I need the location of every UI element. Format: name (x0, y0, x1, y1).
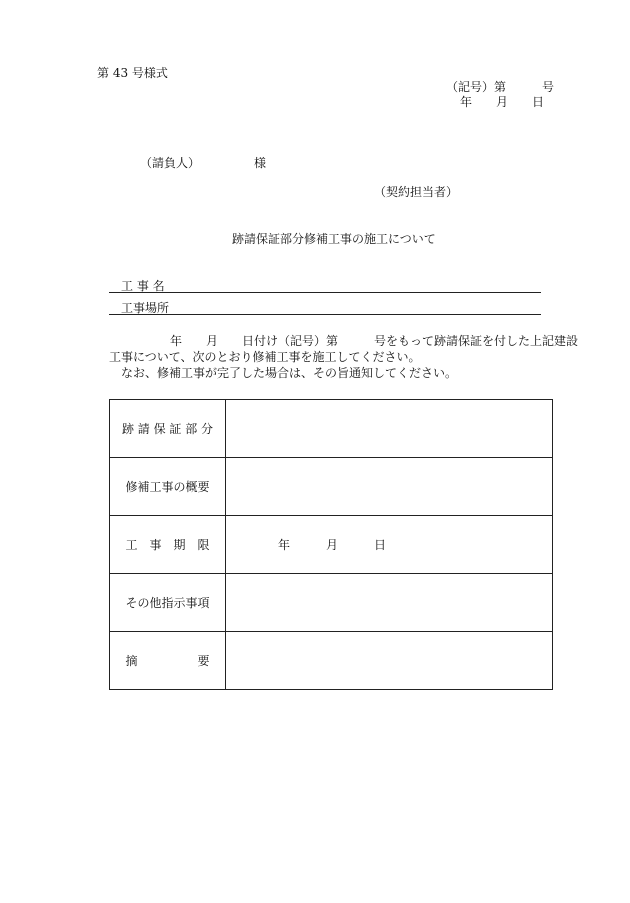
remarks-field (226, 632, 553, 690)
document-title: 跡請保証部分修補工事の施工について (232, 232, 436, 246)
repair-details-table (109, 399, 553, 690)
body-line-2: 工事について、次のとおり修補工事を施工してください。 (109, 350, 421, 364)
other-instructions-field (226, 574, 553, 632)
body-line-1: 年 月 日付け（記号）第 号をもって跡請保証を付した上記建設 (170, 334, 579, 348)
body-line-3: なお、修補工事が完了した場合は、その旨通知してください。 (109, 366, 458, 380)
addressee-line: （請負人） 様 (140, 156, 267, 170)
deadline-label: 工 事 期 限 (110, 516, 226, 574)
other-instructions-label: その他指示事項 (110, 574, 226, 632)
table-row (110, 574, 553, 632)
construction-name-label: 工 事 名 (121, 279, 165, 293)
construction-name-underline (109, 292, 541, 293)
table-row (110, 516, 553, 574)
reference-number-line: （記号）第 号 (446, 80, 555, 94)
sender-label: （契約担当者） (374, 185, 459, 199)
construction-site-label: 工事場所 (121, 301, 170, 315)
table-row (110, 458, 553, 516)
repair-summary-field (226, 458, 553, 516)
form-number: 第 43 号様式 (97, 66, 168, 80)
warranty-section-label: 跡 請 保 証 部 分 (110, 400, 226, 458)
deadline-field: 年 月 日 (226, 516, 553, 574)
warranty-section-field (226, 400, 553, 458)
table-row (110, 400, 553, 458)
remarks-label: 摘 要 (110, 632, 226, 690)
date-line: 年 月 日 (460, 95, 545, 109)
construction-site-underline (109, 314, 541, 315)
table-row (110, 632, 553, 690)
repair-summary-label: 修補工事の概要 (110, 458, 226, 516)
